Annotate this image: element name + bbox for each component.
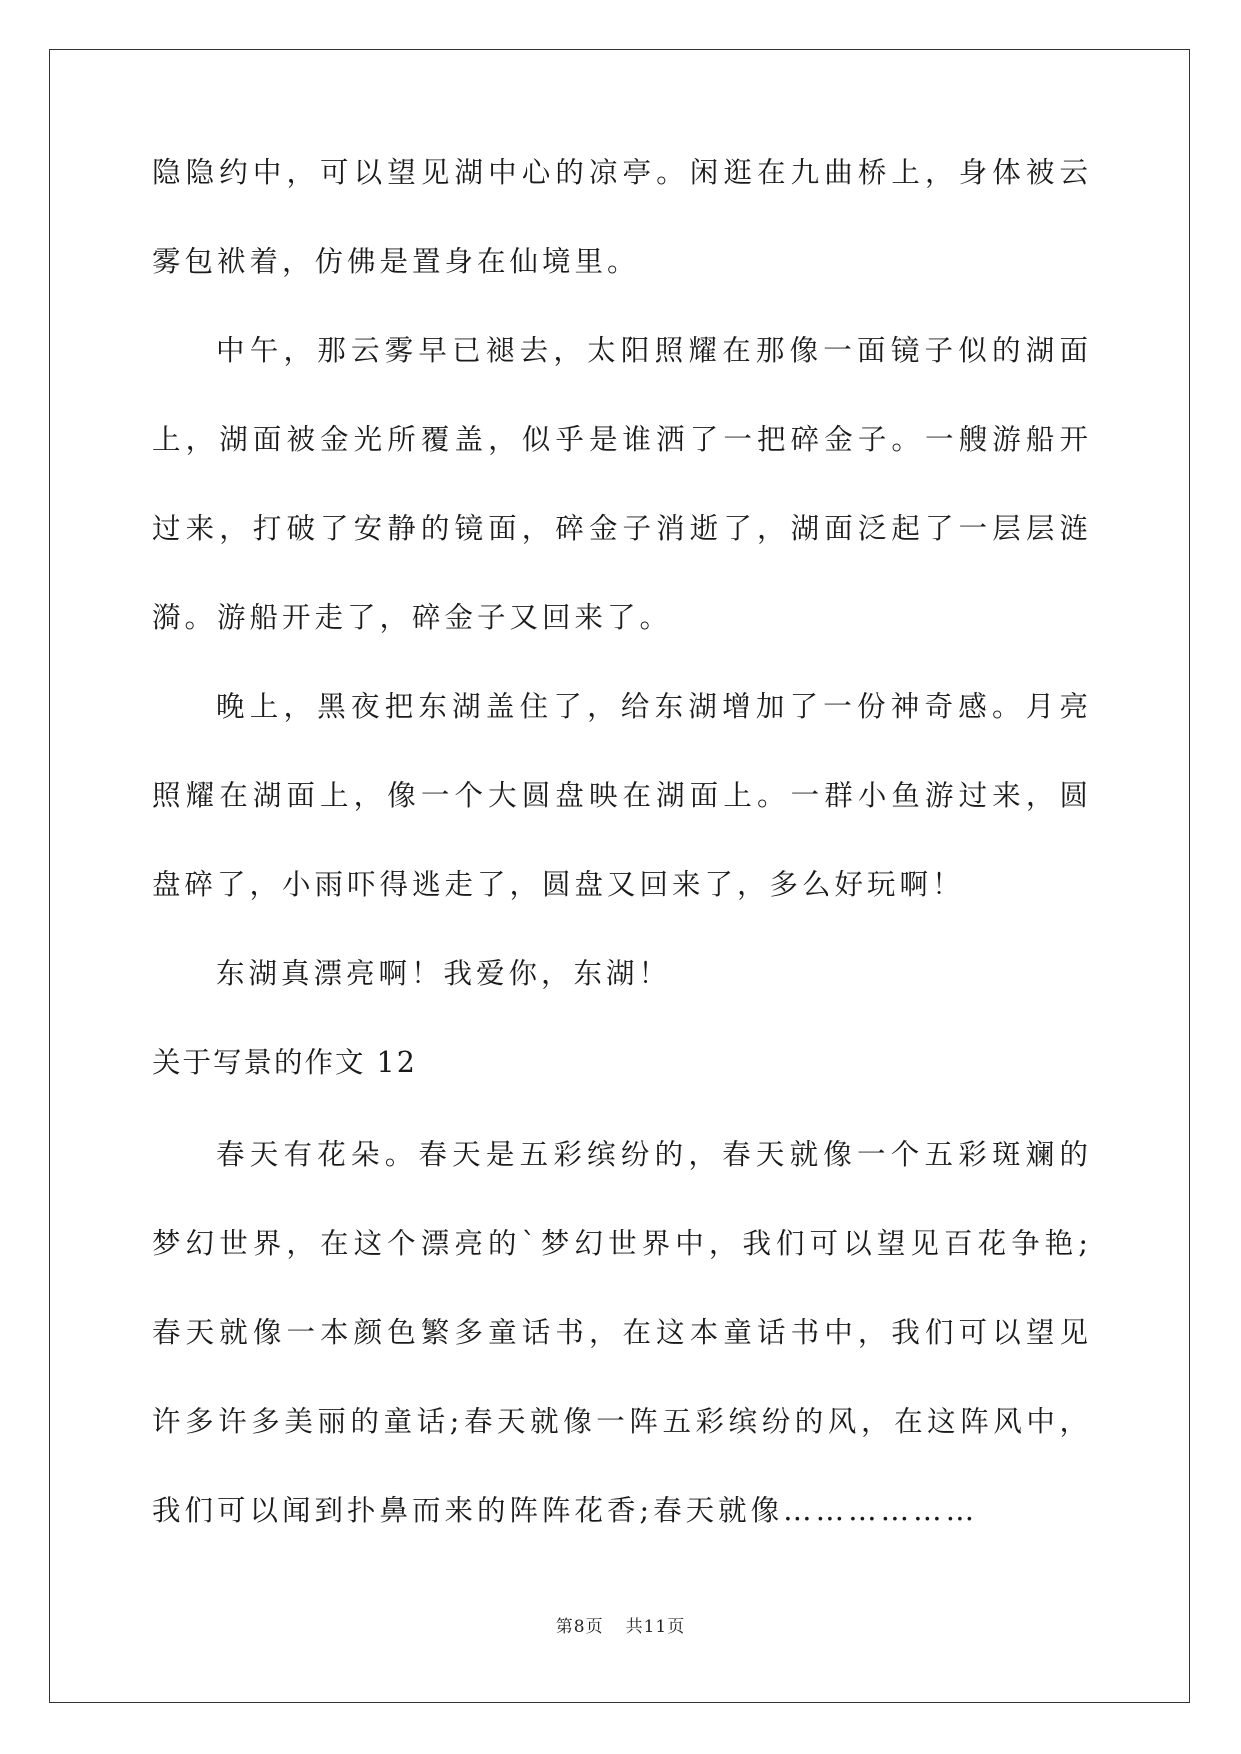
paragraph-3: 晚上，黑夜把东湖盖住了，给东湖增加了一份神奇感。月亮照耀在湖面上，像一个大圆盘映在湖面上。一群小鱼游过来，圆盘碎了，小雨吓得逃走了，圆盘又回来了，多么好玩啊！ bbox=[152, 690, 1092, 901]
paragraph-2: 中午，那云雾早已褪去，太阳照耀在那像一面镜子似的湖面上，湖面被金光所覆盖，似乎是谁洒了一把碎金子。一艘游船开过来，打破了安静的镜面，碎金子消逝了，湖面泛起了一层层涟漪。游船开走了，碎金子又回来了。 bbox=[152, 334, 1092, 634]
page-total: 共11页 bbox=[625, 1617, 686, 1637]
section-body bbox=[152, 1110, 1092, 1555]
page-footer bbox=[0, 1612, 1241, 1637]
page-number: 第8页 bbox=[555, 1617, 604, 1637]
document-body bbox=[152, 128, 1092, 1107]
paragraph-4: 东湖真漂亮啊！我爱你，东湖！ bbox=[216, 957, 672, 990]
section-heading: 关于写景的作文 12 bbox=[152, 1046, 417, 1079]
paragraph-1: 隐隐约中，可以望见湖中心的凉亭。闲逛在九曲桥上，身体被云雾包袱着，仿佛是置身在仙境里。 bbox=[152, 156, 1092, 278]
section-paragraph: 春天有花朵。春天是五彩缤纷的，春天就像一个五彩斑斓的梦幻世界，在这个漂亮的`梦幻世界中，我们可以望见百花争艳;春天就像一本颜色繁多童话书，在这本童话书中，我们可以望见许多许多美丽的童话;春天就像一阵五彩缤纷的风，在这阵风中，我们可以闻到扑鼻而来的阵阵花香;春天就像……………… bbox=[152, 1138, 1092, 1527]
